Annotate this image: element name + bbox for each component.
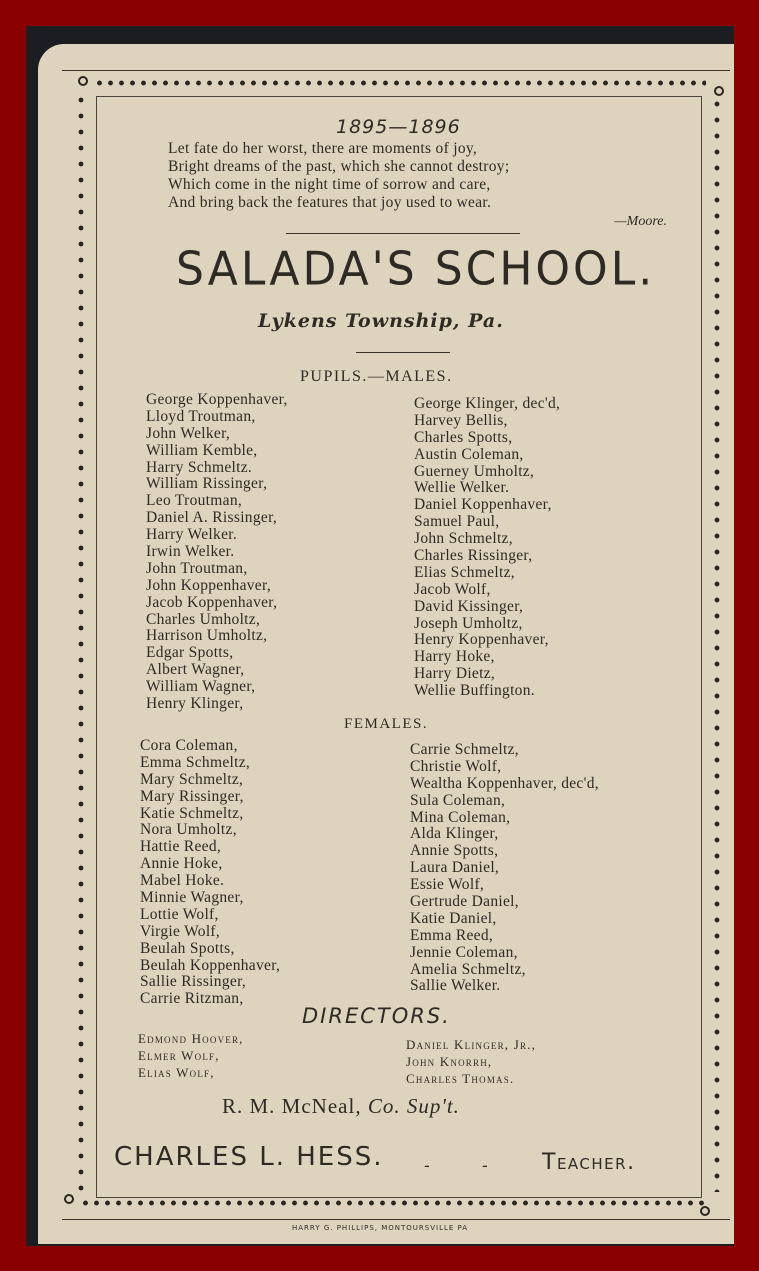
list-item: Henry Koppenhaver, [414,631,549,649]
list-item: Daniel Koppenhaver, [414,496,552,514]
poem-author: —Moore. [614,214,667,229]
list-item: David Kissinger, [414,597,524,615]
list-item: Hattie Reed, [140,838,222,856]
poem-line: Which come in the night time of sorrow and care, [168,176,491,193]
list-item: Emma Schmeltz, [140,753,251,771]
list-item: Christie Wolf, [410,757,502,775]
divider [286,233,520,234]
list-item: Wealtha Koppenhaver, dec'd, [410,774,599,792]
list-item: Gertrude Daniel, [410,893,519,911]
separator-dash: - [482,1156,488,1175]
list-item: Cora Coleman, [140,737,238,754]
list-item: Harry Welker. [146,526,238,544]
corner-rosette-icon [700,1206,710,1216]
list-item: Guerney Umholtz, [414,462,535,480]
list-item: George Klinger, dec'd, [414,395,561,412]
list-item: John Koppenhaver, [146,576,272,594]
list-item: Laura Daniel, [410,859,500,877]
list-item: Charles Spotts, [414,428,513,446]
list-item: Austin Coleman, [414,445,524,463]
list-item: Wellie Welker. [414,479,510,497]
list-item: Elias Schmeltz, [414,563,515,581]
list-item: Katie Schmeltz, [140,804,244,822]
poem [168,140,509,212]
females-right-list [410,742,599,995]
list-item: Annie Spotts, [410,842,499,860]
list-item: Lottie Wolf, [140,905,219,923]
list-item: Harvey Bellis, [414,411,508,429]
list-item: Katie Daniel, [410,909,497,927]
superintendent [222,1094,460,1119]
list-item: William Kemble, [146,441,258,459]
superintendent-title: Co. Sup't. [367,1094,460,1118]
list-item: William Wagner, [146,678,256,696]
top-dot-border [94,78,706,88]
list-item: Alda Klinger, [410,825,499,843]
list-item: Albert Wagner, [146,661,245,679]
list-item: Jacob Koppenhaver, [146,593,278,611]
list-item: Jennie Coleman, [410,943,518,961]
list-item: Daniel Klinger, Jr., [406,1037,537,1052]
list-item: Minnie Wagner, [140,889,244,907]
list-item: Samuel Paul, [414,513,500,531]
list-item: Irwin Welker. [146,543,235,561]
superintendent-name: R. M. McNeal, [222,1094,362,1118]
list-item: George Koppenhaver, [146,391,288,408]
list-item: Sula Coleman, [410,791,506,809]
list-item: Nora Umholtz, [140,821,237,839]
list-item: Mina Coleman, [410,808,511,826]
pupils-males-heading: PUPILS.—MALES. [300,368,453,385]
list-item: John Knorrh, [406,1054,493,1069]
right-dot-border [712,96,722,1192]
list-item: Joseph Umholtz, [414,614,523,632]
list-item: Harry Dietz, [414,665,496,683]
teacher-name: CHARLES L. HESS. [114,1142,384,1172]
list-item: Carrie Ritzman, [140,990,244,1008]
list-item: Mabel Hoke. [140,872,225,890]
list-item: Henry Klinger, [146,695,244,713]
list-item: Charles Thomas. [406,1071,515,1086]
separator-dash: - [424,1156,430,1175]
list-item: Annie Hoke, [140,855,223,873]
list-item: Virgie Wolf, [140,922,221,940]
left-dot-border [76,92,86,1192]
males-left-list [146,392,288,713]
list-item: John Welker, [146,424,231,442]
list-item: Charles Umholtz, [146,610,261,628]
poem-line: And bring back the features that joy used to wear. [168,194,492,211]
list-item: Harry Schmeltz. [146,458,253,476]
list-item: Leo Troutman, [146,492,243,510]
females-left-list [140,738,280,1008]
school-title: SALADA'S SCHOOL. [176,242,656,297]
corner-rosette-icon [64,1194,74,1204]
list-item: Charles Rissinger, [414,547,533,565]
list-item: Edmond Hoover, [138,1031,244,1046]
list-item: John Schmeltz, [414,530,513,548]
list-item: Emma Reed, [410,926,494,944]
list-item: Elias Wolf, [138,1065,215,1080]
corner-rosette-icon [714,86,724,96]
list-item: Harry Hoke, [414,648,495,666]
list-item: Daniel A. Rissinger, [146,509,278,527]
directors-heading: DIRECTORS. [302,1004,451,1028]
bottom-dot-border [80,1198,704,1208]
list-item: John Troutman, [146,559,248,577]
directors-left-list [138,1030,244,1081]
corner-rosette-icon [78,76,88,86]
directors-right-list [406,1036,536,1087]
list-item: Edgar Spotts, [146,644,234,662]
list-item: Harrison Umholtz, [146,627,268,645]
teacher-role: Teacher. [542,1150,636,1175]
list-item: Essie Wolf, [410,876,485,894]
list-item: Mary Schmeltz, [140,770,244,788]
list-item: Beulah Spotts, [140,939,235,957]
list-item: Mary Rissinger, [140,787,244,805]
divider [356,352,450,353]
list-item: Lloyd Troutman, [146,407,256,425]
list-item: Sallie Rissinger, [140,973,247,991]
poem-line: Bright dreams of the past, which she cannot destroy; [168,158,510,175]
school-year: 1895—1896 [336,116,461,138]
females-heading: FEMALES. [344,716,429,732]
list-item: Amelia Schmeltz, [410,960,526,978]
list-item: Beulah Koppenhaver, [140,956,281,974]
township-subtitle: Lykens Township, Pa. [258,310,504,332]
list-item: Jacob Wolf, [414,580,491,598]
list-item: William Rissinger, [146,475,268,493]
poem-line: Let fate do her worst, there are moments of joy, [168,140,478,157]
list-item: Wellie Buffington. [414,682,535,700]
males-right-list [414,396,560,700]
list-item: Elmer Wolf, [138,1048,220,1063]
list-item: Carrie Schmeltz, [410,741,519,758]
printer-credit: HARRY G. PHILLIPS, MONTOURSVILLE PA [292,1224,469,1232]
list-item: Sallie Welker. [410,977,501,995]
